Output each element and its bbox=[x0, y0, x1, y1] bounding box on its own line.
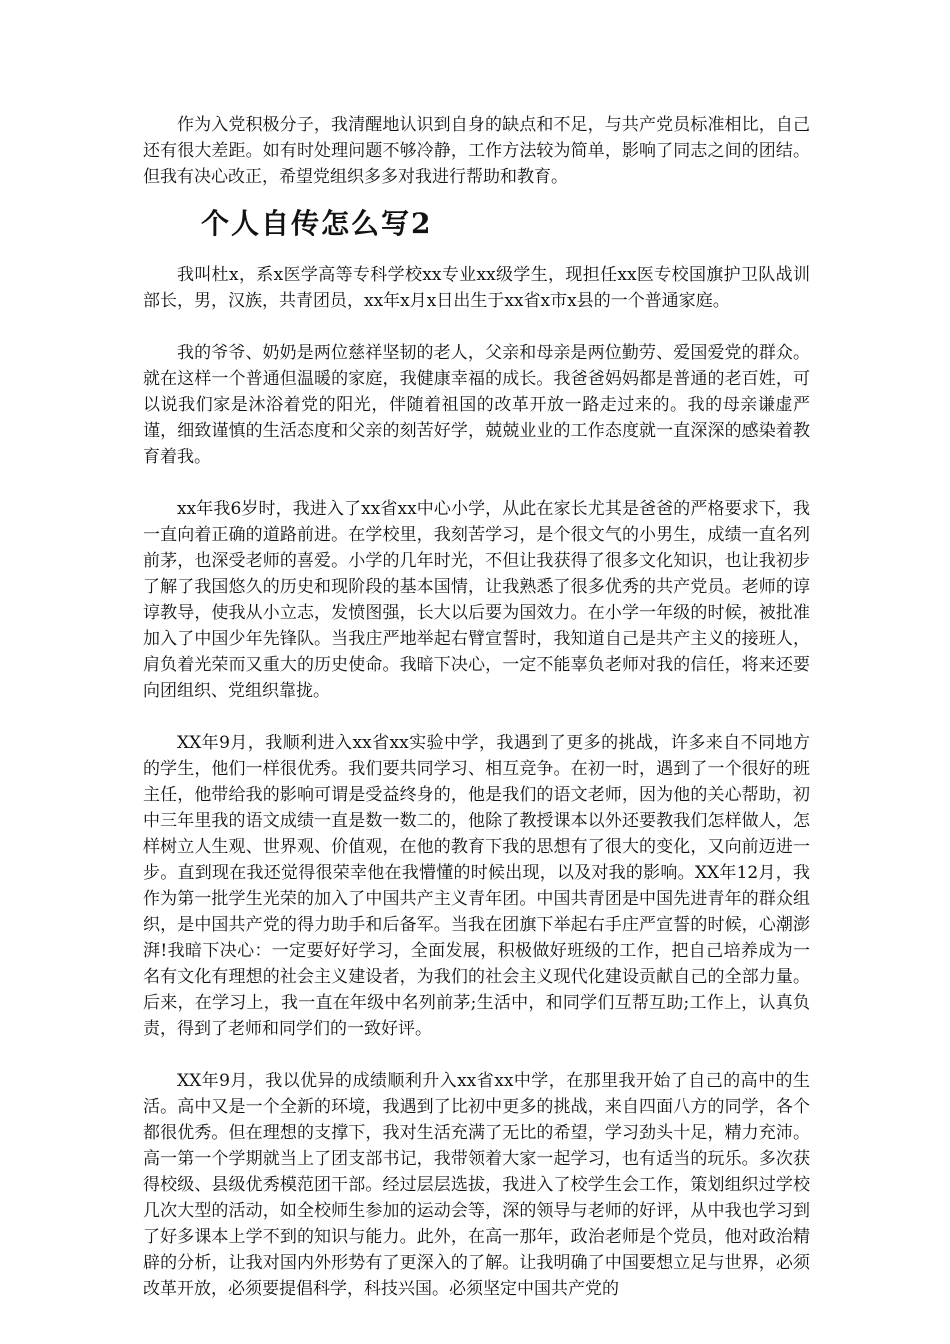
paragraph-high-school: XX年9月，我以优异的成绩顺利升入xx省xx中学，在那里我开始了自己的高中的生活。高中又是一个全新的环境，我遇到了比初中更多的挑战，来自四面八方的同学，各个都很优秀。但在理想的支撑下，我对生活充满了无比的希望，学习劲头十足，精力充沛。高一第一个学期就当上了团支部书记，我带领着大家一起学习，也有适当的玩乐。多次获得校级、县级优秀模范团干部。经过层层选拔，我进入了校学生会工作，策划组织过学校几次大型的活动，如全校师生参加的运动会等，深的领导与老师的好评，从中我也学习到了好多课本上学不到的知识与能力。此外，在高一那年，政治老师是个党员，他对政治精辟的分析，让我对国内外形势有了更深入的了解。让我明确了中国要想立足与世界，必须改革开放，必须要提倡科学，科技兴国。必须坚定中国共产党的 bbox=[143, 1071, 810, 1299]
paragraph-primary-school: xx年我6岁时，我进入了xx省xx中心小学，从此在家长尤其是爸爸的严格要求下，我一直向着正确的道路前进。在学校里，我刻苦学习，是个很文气的小男生，成绩一直名列前茅，也深受老师的喜爱。小学的几年时光，不但让我获得了很多文化知识，也让我初步了解了我国悠久的历史和现阶段的基本国情，让我熟悉了很多优秀的共产党员。老师的谆谆教导，使我从小立志，发愤图强，长大以后要为国效力。在小学一年级的时候，被批准加入了中国少年先锋队。当我庄严地举起右臂宣誓时，我知道自己是共产主义的接班人，肩负着光荣而又重大的历史使命。我暗下决心，一定不能辜负老师对我的信任，将来还要向团组织、党组织靠拢。 bbox=[143, 499, 810, 701]
paragraph-personal-info: 我叫杜x，系x医学高等专科学校xx专业xx级学生，现担任xx医专校国旗护卫队战训部长，男，汉族，共青团员，xx年x月x日出生于xx省x市x县的一个普通家庭。 bbox=[143, 265, 810, 311]
paragraph-middle-school: XX年9月，我顺利进入xx省xx实验中学，我遇到了更多的挑战，许多来自不同地方的学生，他们一样很优秀。我们要共同学习、相互竞争。在初一时，遇到了一个很好的班主任，他带给我的影响可谓是受益终身的，他是我们的语文老师，因为他的关心帮助，初中三年里我的语文成绩一直是数一数二的，他除了教授课本以外还要教我们怎样做人，怎样树立人生观、世界观、价值观，在他的教育下我的思想有了很大的变化，又向前迈进一步。直到现在我还觉得很荣幸他在我懵懂的时候出现，以及对我的影响。XX年12月，我作为第一批学生光荣的加入了中国共产主义青年团。中国共青团是中国先进青年的群众组织，是中国共产党的得力助手和后备军。当我在团旗下举起右手庄严宣誓的时候，心潮澎湃!我暗下决心：一定要好好学习，全面发展，积极做好班级的工作，把自己培养成为一名有文化有理想的社会主义建设者，为我们的社会主义现代化建设贡献自己的全部力量。后来，在学习上，我一直在年级中名列前茅;生活中，和同学们互帮互助;工作上，认真负责，得到了老师和同学们的一致好评。 bbox=[143, 733, 810, 1039]
section-title: 个人自传怎么写2 bbox=[201, 207, 433, 240]
paragraph-family: 我的爷爷、奶奶是两位慈祥坚韧的老人，父亲和母亲是两位勤劳、爱国爱党的群众。就在这样一个普通但温暖的家庭，我健康幸福的成长。我爸爸妈妈都是普通的老百姓，可以说我们家是沐浴着党的阳光，伴随着祖国的改革开放一路走过来的。我的母亲谦虚严谨，细致谨慎的生活态度和父亲的刻苦好学，兢兢业业的工作态度就一直深深的感染着教育着我。 bbox=[143, 343, 810, 467]
intro-paragraph: 作为入党积极分子，我清醒地认识到自身的缺点和不足，与共产党员标准相比，自己还有很大差距。如有时处理问题不够冷静，工作方法较为简单，影响了同志之间的团结。但我有决心改正，希望党组织多多对我进行帮助和教育。 bbox=[143, 115, 810, 187]
